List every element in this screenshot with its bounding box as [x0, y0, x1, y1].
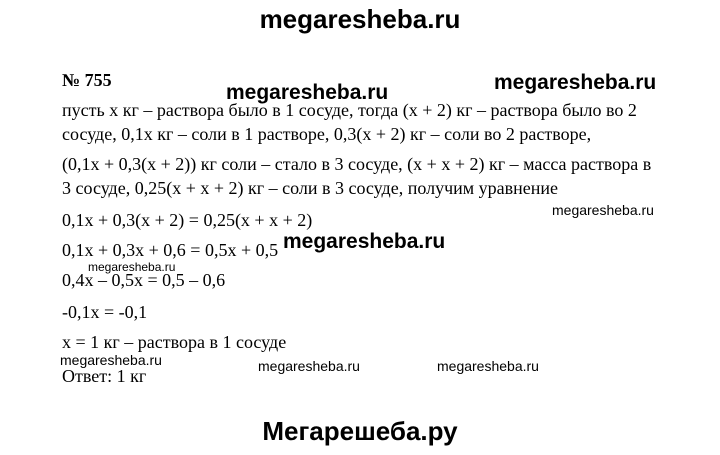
- site-watermark-bottom: Мегарешеба.ру: [262, 416, 458, 446]
- solution-text-line: 3 сосуде, 0,25(x + x + 2) кг – соли в 3 сосуде, получим уравнение: [62, 178, 559, 198]
- answer-line: Ответ: 1 кг: [62, 366, 147, 386]
- solution-text-line: (0,1x + 0,3(x + 2)) кг соли – стало в 3 сосуде, (x + x + 2) кг – масса раствора в: [62, 154, 652, 174]
- problem-number: № 755: [62, 70, 112, 90]
- site-watermark: megaresheba.ru: [60, 352, 162, 368]
- equation-line: 0,1x + 0,3(x + 2) = 0,25(x + x + 2): [62, 210, 313, 230]
- site-watermark: megaresheba.ru: [437, 358, 539, 374]
- equation-line: 0,1x + 0,3x + 0,6 = 0,5x + 0,5: [62, 240, 279, 260]
- equation-line: x = 1 кг – раствора в 1 сосуде: [62, 332, 287, 352]
- equation-line: 0,4x – 0,5x = 0,5 – 0,6: [62, 270, 226, 290]
- site-watermark: megaresheba.ru: [494, 71, 657, 94]
- equation-line: -0,1x = -0,1: [62, 302, 148, 322]
- site-watermark: megaresheba.ru: [88, 260, 176, 274]
- site-watermark-top: megaresheba.ru: [259, 4, 461, 34]
- solution-text-line: пусть x кг – раствора было в 1 сосуде, тогда (x + 2) кг – раствора было во 2: [62, 100, 637, 120]
- site-watermark: megaresheba.ru: [552, 202, 654, 218]
- site-watermark: megaresheba.ru: [226, 81, 389, 104]
- site-watermark: megaresheba.ru: [283, 230, 446, 253]
- solution-text-line: сосуде, 0,1x кг – соли в 1 растворе, 0,3(x + 2) кг – соли во 2 растворе,: [62, 124, 592, 144]
- site-watermark: megaresheba.ru: [258, 358, 360, 374]
